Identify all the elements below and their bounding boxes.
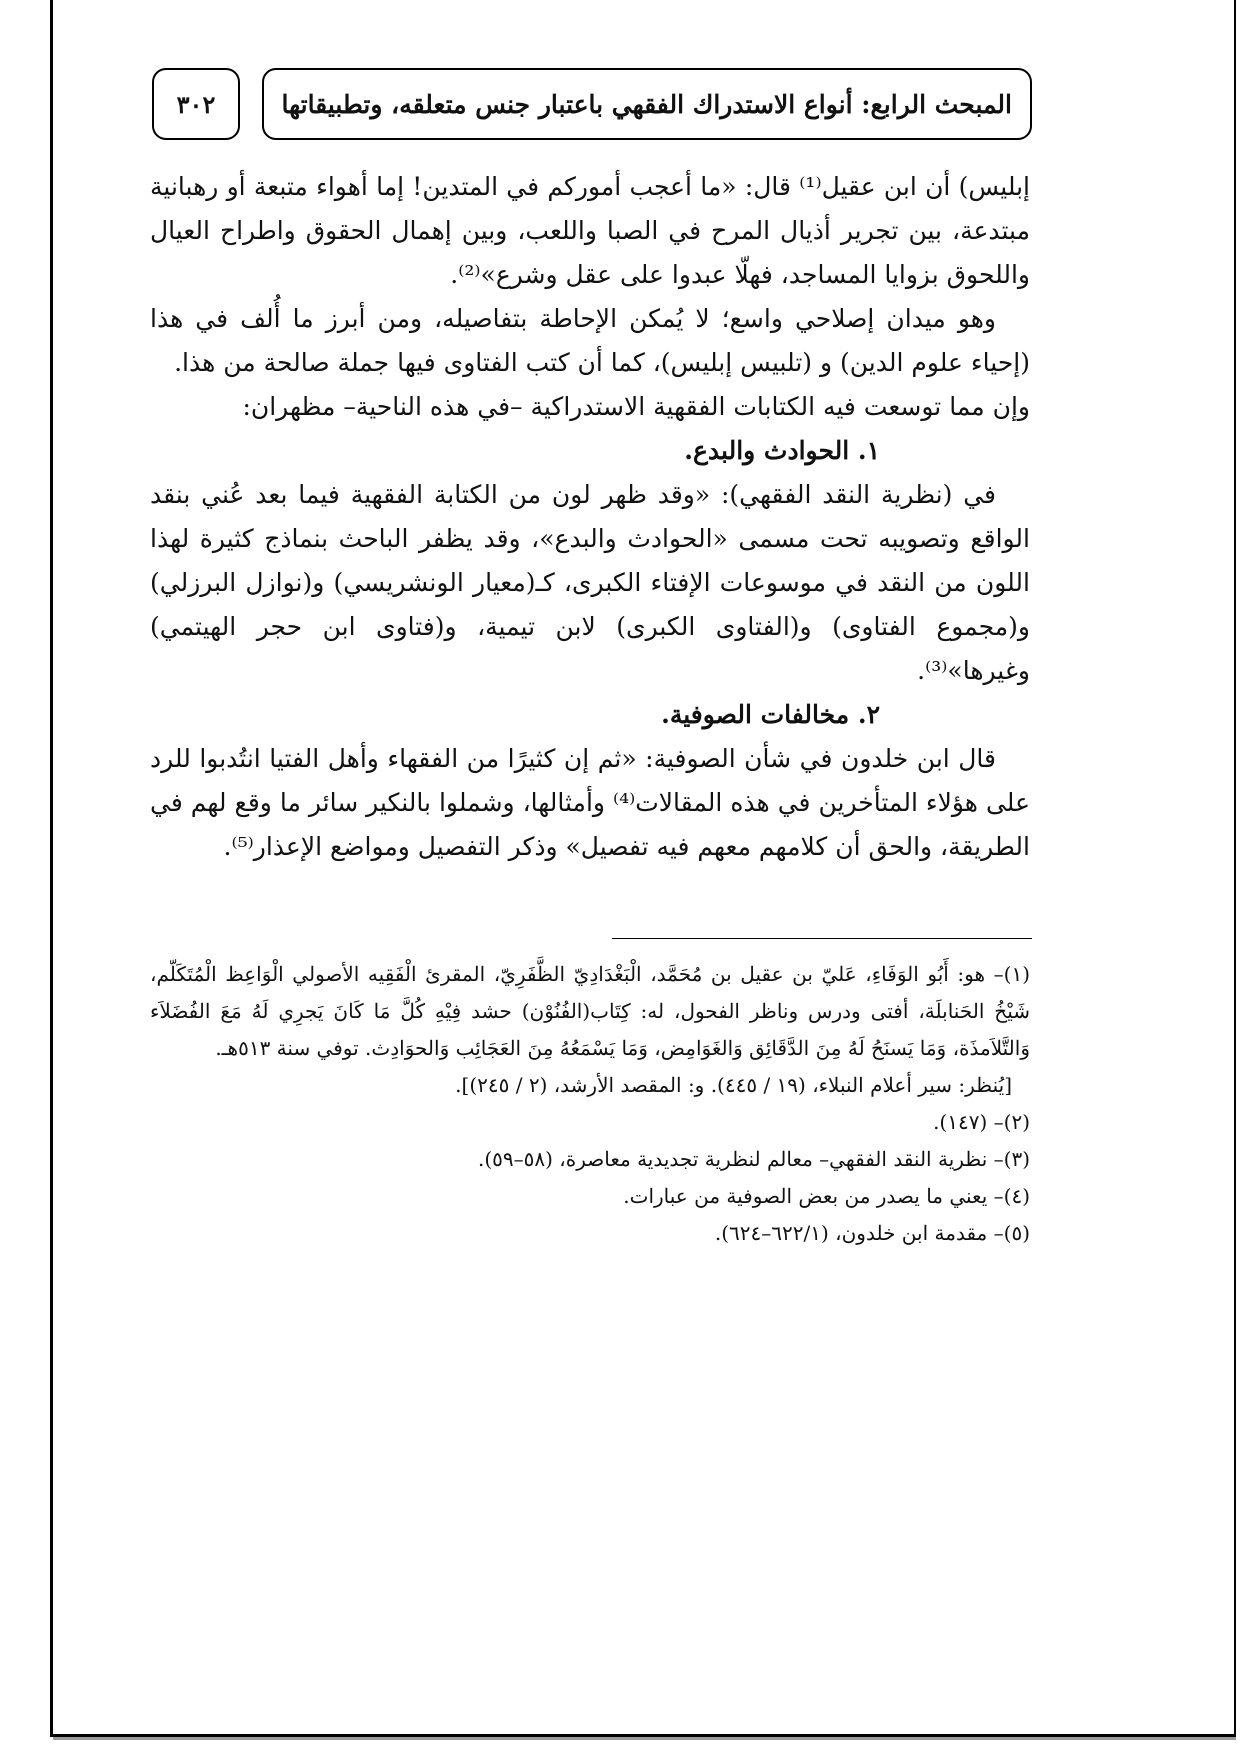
paragraph-reform-field: وهو ميدان إصلاحي واسع؛ لا يُمكن الإحاطة بتفاصيله، ومن أبرز ما أُلف في هذا (إحياء علوم الدين) و (تلبيس إبليس)، كما أن كتب الفتاوى فيها جملة صالحة من هذا. <box>150 304 1030 377</box>
paragraph-ibn-aqil-quote: إبليس) أن ابن عقيل⁽¹⁾ قال: «ما أعجب أموركم في المتدين! إما أهواء متبعة أو رهبانية مبتدعة، بين تجرير أذيال المرح في الصبا واللعب، وبين إهمال الحقوق واطراح العيال واللحوق بزوايا المساجد، فهلّا عبدوا على عقل وشرع»⁽²⁾. <box>150 172 1030 289</box>
footnote-separator <box>612 938 1032 939</box>
footnote-1-reference: [يُنظر: سير أعلام النبلاء، (١٩ / ٤٤٥). و: المقصد الأرشد، (٢ / ٢٤٥)]. <box>455 1073 1012 1097</box>
footnote-1: (١)– هو: أَبُو الوَفَاءِ، عَليّ بن عقيل بن مُحَمَّد، الْبَغْدَادِيّ الظَّفَرِيّ، المقرئ الْفَقِيه الأصولي الْوَاعِظ الْمُتَكَلّم، شَيْخُ الحَنابلَة، أفتى ودرس وناظر الفحول، له: كِتَاب(الفُنُوْن) حشد فِيْهِ كُلَّ مَا كَانَ يَجرِي لَهُ مَعَ الفُضَلاَء وَالتَّلاَمذَة، وَمَا يَسنَحُ لَهُ مِنَ الدَّقَائِق وَالغَوَامِض، وَمَا يَسْمَعُهُ مِنَ العَجَائِب وَالحوَادِث. توفي سنة ٥١٣هـ. <box>150 962 1030 1060</box>
heading-events-innovations: ١. الحوادث والبدع. <box>684 436 880 465</box>
paragraph-fiqh-criticism: في (نظرية النقد الفقهي): «وقد ظهر لون من الكتابة الفقهية فيما بعد عُني بنقد الواقع وتصويبه تحت مسمى «الحوادث والبدع»، وقد يظفر الباحث بنماذج كثيرة لهذا اللون من النقد في موسوعات الإفتاء الكبرى، كـ(معيار الونشريسي) و(نوازل البرزلي) و(مجموع الفتاوى) و(الفتاوى الكبرى) لابن تيمية، و(فتاوى ابن حجر الهيتمي) وغيرها»⁽³⁾. <box>150 480 1030 685</box>
footnote-5: (٥)– مقدمة ابن خلدون، (٦٢٢/١–٦٢٤). <box>714 1221 1030 1245</box>
main-text <box>150 165 1030 869</box>
footnote-2: (٢)– (١٤٧). <box>933 1110 1030 1134</box>
frame-bottom-shadow <box>53 1737 1236 1740</box>
page-number: ٣٠٢ <box>152 68 240 140</box>
heading-sufi-violations: ٢. مخالفات الصوفية. <box>661 700 880 729</box>
footnote-3: (٣)– نظرية النقد الفقهي– معالم لنظرية تجديدية معاصرة، (٥٨–٥٩). <box>478 1147 1030 1171</box>
section-title: المبحث الرابع: أنواع الاستدراك الفقهي باعتبار جنس متعلقه، وتطبيقاتها <box>262 68 1032 140</box>
frame-left-border <box>50 0 53 1737</box>
page-header <box>152 68 1032 140</box>
frame-right-border <box>1234 0 1236 1737</box>
paragraph-two-aspects: وإن مما توسعت فيه الكتابات الفقهية الاستدراكية –في هذه الناحية– مظهران: <box>242 392 1030 421</box>
footnotes <box>150 956 1030 1252</box>
footnote-4: (٤)– يعني ما يصدر من بعض الصوفية من عبارات. <box>623 1184 1030 1208</box>
paragraph-ibn-khaldun: قال ابن خلدون في شأن الصوفية: «ثم إن كثيرًا من الفقهاء وأهل الفتيا انتُدبوا للرد على هؤلاء المتأخرين في هذه المقالات⁽⁴⁾ وأمثالها، وشملوا بالنكير سائر ما وقع لهم في الطريقة، والحق أن كلامهم معهم فيه تفصيل» وذكر التفصيل ومواضع الإعذار⁽⁵⁾. <box>150 744 1030 861</box>
